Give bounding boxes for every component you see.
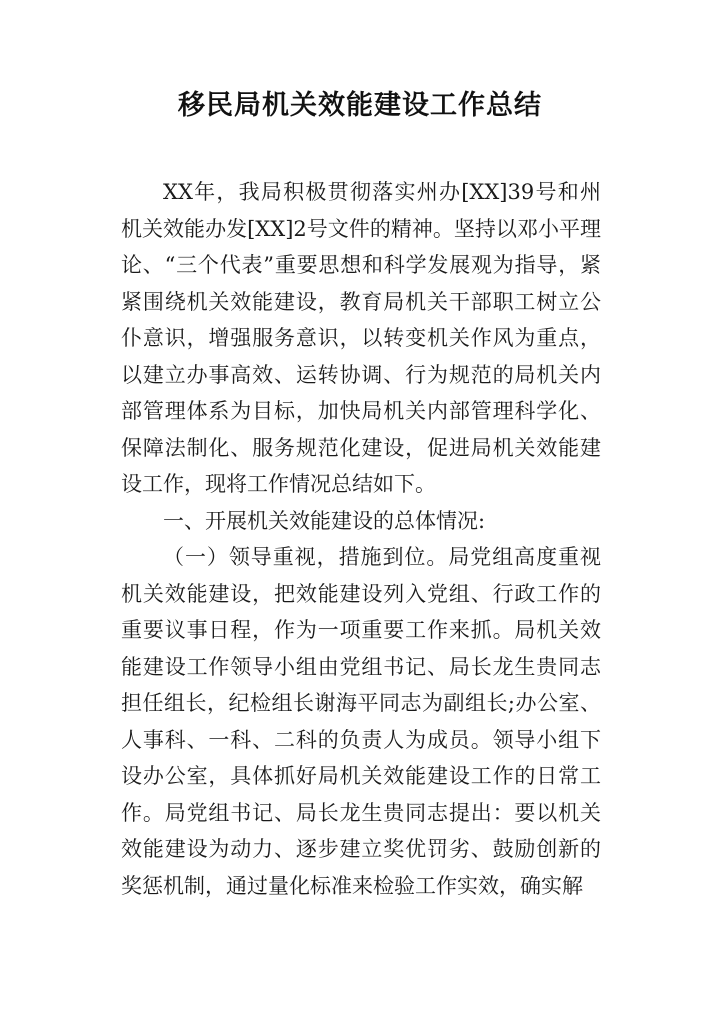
document-title: 移民局机关效能建设工作总结 [178, 90, 542, 121]
document-body [121, 174, 601, 904]
section-heading-1: 一、开展机关效能建设的总体情况: [163, 508, 486, 533]
paragraph-intro: XX年，我局积极贯彻落实州办[XX]39号和州机关效能办发[XX]2号文件的精神。坚持以邓小平理论、“三个代表”重要思想和科学发展观为指导，紧紧围绕机关效能建设，教育局机关干部职工树立公仆意识，增强服务意识，以转变机关作风为重点，以建立办事高效、运转协调、行为规范的局机关内部管理体系为目标，加快局机关内部管理科学化、保障法制化、服务规范化建设，促进局机关效能建设工作，现将工作情况总结如下。 [121, 180, 601, 496]
paragraph-subsection-1: （一）领导重视，措施到位。局党组高度重视机关效能建设，把效能建设列入党组、行政工作的重要议事日程，作为一项重要工作来抓。局机关效能建设工作领导小组由党组书记、局长龙生贵同志担任组长，纪检组长谢海平同志为副组长;办公室、人事科、一科、二科的负责人为成员。领导小组下设办公室，具体抓好局机关效能建设工作的日常工作。局党组书记、局长龙生贵同志提出：要以机关效能建设为动力、逐步建立奖优罚劣、鼓励创新的奖惩机制，通过量化标准来检验工作实效，确实解 [121, 545, 601, 898]
